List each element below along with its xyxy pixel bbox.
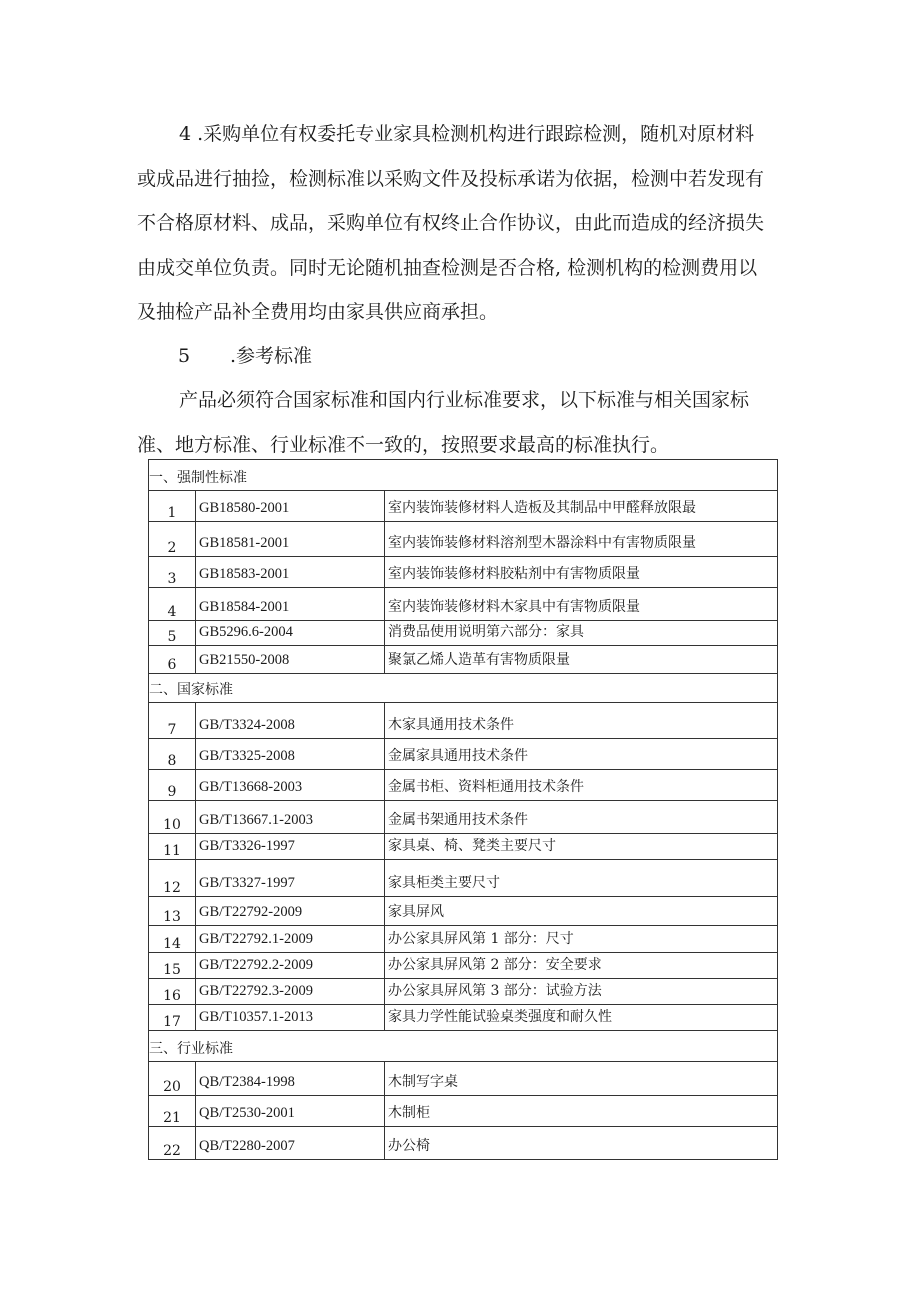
standard-code: GB/T22792-2009 — [196, 897, 385, 926]
row-number: 22 — [149, 1127, 196, 1160]
standard-name: 木家具通用技术条件 — [385, 703, 778, 739]
standard-name: 办公家具屏风第 2 部分：安全要求 — [385, 953, 778, 979]
standards-table — [148, 459, 778, 1160]
standard-name: 办公椅 — [385, 1127, 778, 1160]
standard-code: GB/T22792.2-2009 — [196, 953, 385, 979]
standard-code: GB18581-2001 — [196, 522, 385, 557]
standard-name: 室内装饰装修材料人造板及其制品中甲醛释放限最 — [385, 491, 778, 522]
standard-name: 家具屏风 — [385, 897, 778, 926]
section-5-heading — [178, 334, 312, 378]
standard-name: 室内装饰装修材料溶剂型木器涂料中有害物质限量 — [385, 522, 778, 557]
paragraph-line: 由成交单位负责。同时无论随机抽查检测是否合格, 检测机构的检测费用以 — [137, 256, 758, 279]
paragraph-line: 或成品进行抽捡，检测标准以采购文件及投标承诺为依据，检测中若发现有 — [137, 167, 765, 190]
row-number: 10 — [149, 801, 196, 834]
row-number: 15 — [149, 953, 196, 979]
standard-name: 聚氯乙烯人造革有害物质限量 — [385, 646, 778, 674]
standard-code: GB/T13667.1-2003 — [196, 801, 385, 834]
standard-name: 室内装饰装修材料胶粘剂中有害物质限量 — [385, 557, 778, 588]
row-number: 14 — [149, 926, 196, 953]
row-number: 20 — [149, 1062, 196, 1096]
standard-code: GB/T3327-1997 — [196, 860, 385, 897]
standard-name: 办公家具屏风第 3 部分：试验方法 — [385, 979, 778, 1005]
standard-code: QB/T2280-2007 — [196, 1127, 385, 1160]
section-title: .参考标准 — [230, 345, 313, 367]
standard-name: 木制写字桌 — [385, 1062, 778, 1096]
standard-code: GB18584-2001 — [196, 588, 385, 621]
section-row: 二、国家标准 — [149, 674, 778, 703]
row-number: 2 — [149, 522, 196, 557]
row-number: 16 — [149, 979, 196, 1005]
row-number: 7 — [149, 703, 196, 739]
standard-code: GB18580-2001 — [196, 491, 385, 522]
section-number: 5 — [178, 345, 191, 367]
standard-code: GB5296.6-2004 — [196, 621, 385, 646]
standard-name: 室内装饰装修材料木家具中有害物质限量 — [385, 588, 778, 621]
standard-name: 消费品使用说明第六部分：家具 — [385, 621, 778, 646]
standard-code: GB/T3324-2008 — [196, 703, 385, 739]
row-number: 6 — [149, 646, 196, 674]
row-number: 8 — [149, 739, 196, 770]
standard-code: QB/T2384-1998 — [196, 1062, 385, 1096]
row-number: 5 — [149, 621, 196, 646]
row-number: 12 — [149, 860, 196, 897]
standard-name: 木制柜 — [385, 1096, 778, 1127]
paragraph-line: 产品必须符合国家标准和国内行业标准要求，以下标准与相关国家标 — [179, 389, 750, 411]
standard-code: GB21550-2008 — [196, 646, 385, 674]
standard-code: GB/T10357.1-2013 — [196, 1005, 385, 1031]
paragraph-line: 4 .采购单位有权委托专业家具检测机构进行跟踪检测，随机对原材料 — [179, 123, 755, 145]
standard-name: 金属书架通用技术条件 — [385, 801, 778, 834]
standard-code: GB18583-2001 — [196, 557, 385, 588]
row-number: 1 — [149, 491, 196, 522]
row-number: 9 — [149, 770, 196, 801]
standard-code: GB/T13668-2003 — [196, 770, 385, 801]
standard-name: 办公家具屏风第 1 部分：尺寸 — [385, 926, 778, 953]
standard-code: QB/T2530-2001 — [196, 1096, 385, 1127]
row-number: 17 — [149, 1005, 196, 1031]
paragraph-line: 准、地方标准、行业标准不一致的，按照要求最高的标准执行。 — [137, 433, 670, 456]
standard-code: GB/T3325-2008 — [196, 739, 385, 770]
row-number: 11 — [149, 834, 196, 860]
section-row: 一、强制性标准 — [149, 460, 778, 491]
row-number: 21 — [149, 1096, 196, 1127]
paragraph-line: 及抽检产品补全费用均由家具供应商承担。 — [137, 301, 499, 323]
row-number: 13 — [149, 897, 196, 926]
standard-name: 金属书柜、资料柜通用技术条件 — [385, 770, 778, 801]
standard-code: GB/T3326-1997 — [196, 834, 385, 860]
standard-name: 金属家具通用技术条件 — [385, 739, 778, 770]
standard-name: 家具柜类主要尺寸 — [385, 860, 778, 897]
row-number: 3 — [149, 557, 196, 588]
standard-code: GB/T22792.3-2009 — [196, 979, 385, 1005]
standard-name: 家具力学性能试验桌类强度和耐久性 — [385, 1005, 778, 1031]
paragraph-4 — [137, 112, 787, 335]
paragraph-line: 不合格原材料、成品，采购单位有权终止合作协议，由此而造成的经济损失 — [137, 212, 765, 234]
standard-name: 家具桌、椅、凳类主要尺寸 — [385, 834, 778, 860]
standard-code: GB/T22792.1-2009 — [196, 926, 385, 953]
section-row: 三、行业标准 — [149, 1031, 778, 1062]
row-number: 4 — [149, 588, 196, 621]
intro-paragraph — [137, 378, 787, 467]
